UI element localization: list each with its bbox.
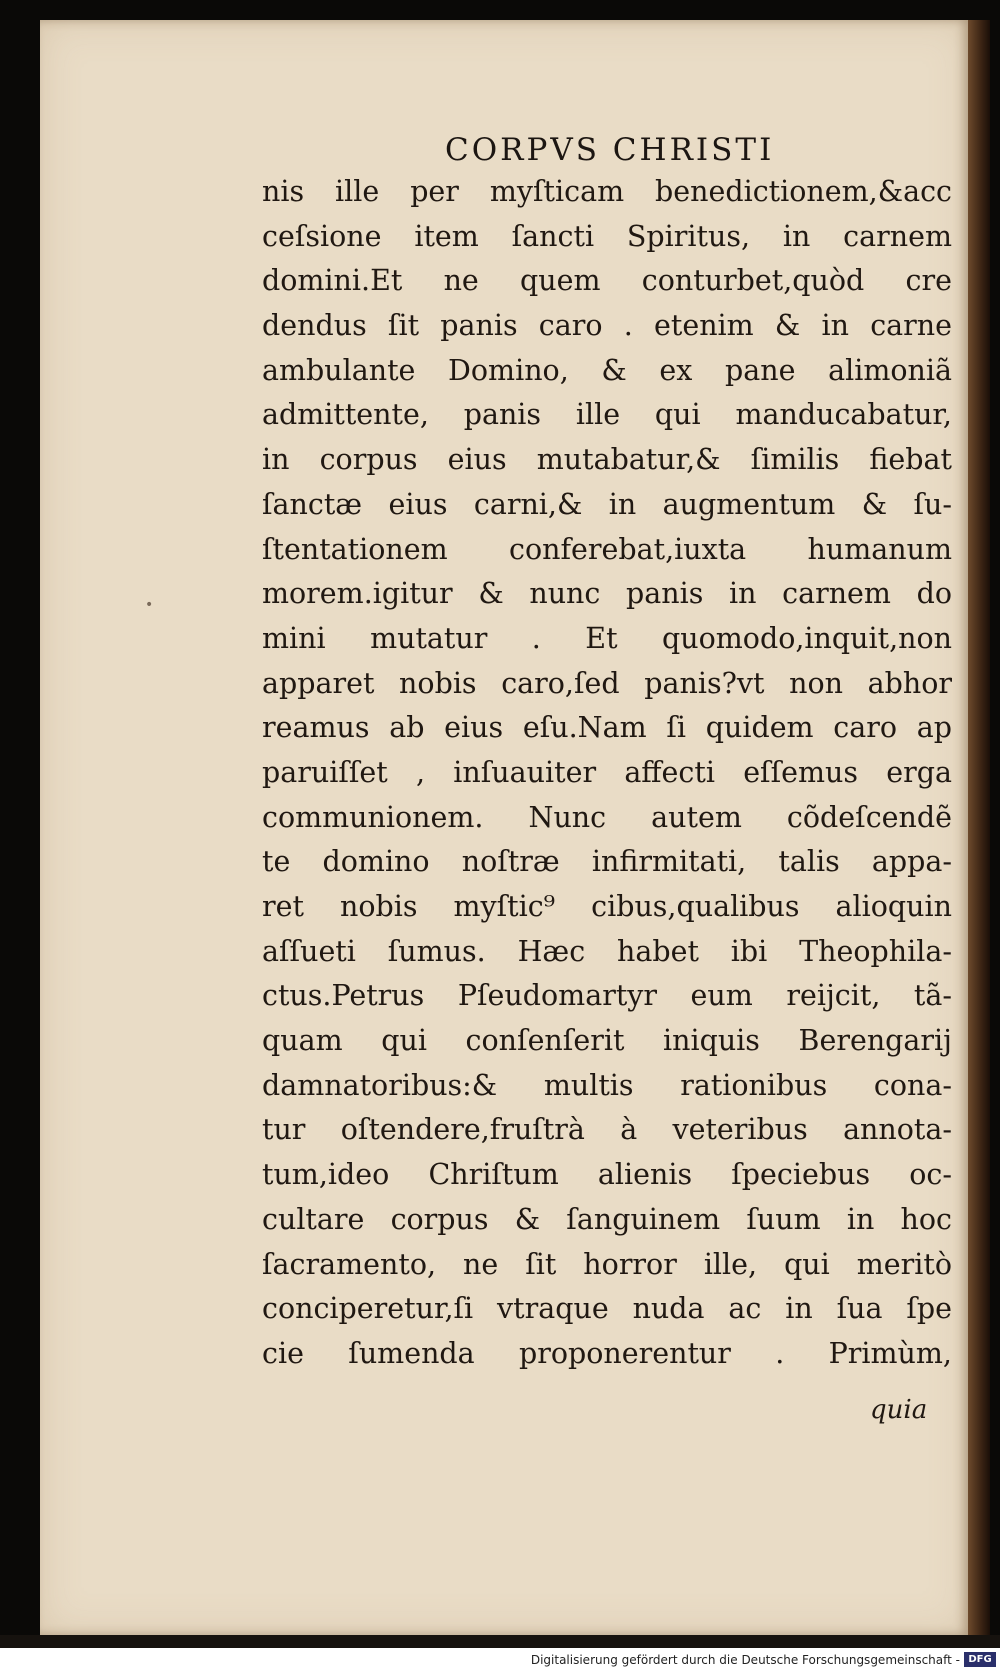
footer-bar: [0, 1648, 1000, 1673]
text-line: apparet nobis caro,ſed panis?vt non abhor: [262, 666, 952, 700]
text-line: ceſsione item ſancti Spiritus, in carnem: [262, 219, 952, 253]
text-line: te domino noſtræ infirmitati, talis appa-: [262, 845, 952, 879]
text-line: tur oſtendere,fruſtrà à veteribus annota-: [262, 1113, 952, 1147]
text-line: cie ſumenda proponerentur . Primùm,: [262, 1336, 952, 1370]
dfg-logo[interactable]: DFG: [964, 1652, 996, 1667]
page-edge: [968, 20, 990, 1640]
text-line: morem.igitur & nunc panis in carnem do: [262, 577, 952, 611]
text-line: aſſueti ſumus. Hæc habet ibi Theophila-: [262, 934, 952, 968]
text-line: ctus.Petrus Pſeudomartyr eum reijcit, tã-: [262, 979, 952, 1013]
text-line: communionem. Nunc autem cõdeſcendẽ: [262, 800, 952, 834]
text-line: mini mutatur . Et quomodo,inquit,non: [262, 621, 952, 655]
text-line: ret nobis myſtic⁹ cibus,qualibus alioquin: [262, 890, 952, 923]
text-line: quam qui conſenſerit iniquis Berengarij: [262, 1024, 952, 1058]
text-line: conciperetur,ſi vtraque nuda ac in ſua ſpe: [262, 1292, 952, 1326]
text-line: domini.Et ne quem conturbet,quòd cre: [262, 264, 952, 298]
text-block: [262, 170, 952, 1377]
text-line: dendus ſit panis caro . etenim & in carne: [262, 309, 952, 343]
text-line: nis ille per myſticam benedictionem,&acc: [262, 175, 952, 208]
text-line: ſtentationem conferebat,iuxta humanum: [262, 532, 952, 566]
text-line: ſacramento, ne ſit horror ille, qui meritò: [262, 1247, 952, 1281]
margin-speck: •: [145, 597, 154, 613]
text-line: admittente, panis ille qui manducabatur,: [262, 398, 952, 432]
running-head: CORPVS CHRISTI: [445, 132, 775, 168]
scan-bottom-edge: [0, 1635, 1000, 1648]
text-line: cultare corpus & ſanguinem ſuum in hoc: [262, 1202, 952, 1236]
footer-credit: Digitalisierung gefördert durch die Deutsche Forschungsgemeinschaft -: [530, 1653, 960, 1667]
text-line: in corpus eius mutabatur,& ſimilis fiebat: [262, 443, 952, 477]
text-line: ambulante Domino, & ex pane alimoniã: [262, 353, 952, 387]
text-line: paruiſſet , inſuauiter affecti eſſemus erga: [262, 755, 952, 789]
catchword: quia: [870, 1395, 928, 1425]
text-line: reamus ab eius eſu.Nam ſi quidem caro ap: [262, 711, 952, 745]
text-line: damnatoribus:& multis rationibus cona-: [262, 1068, 952, 1102]
text-line: ſanctæ eius carni,& in augmentum & ſu-: [262, 487, 952, 521]
text-line: tum,ideo Chriſtum alienis ſpeciebus oc-: [262, 1158, 952, 1192]
